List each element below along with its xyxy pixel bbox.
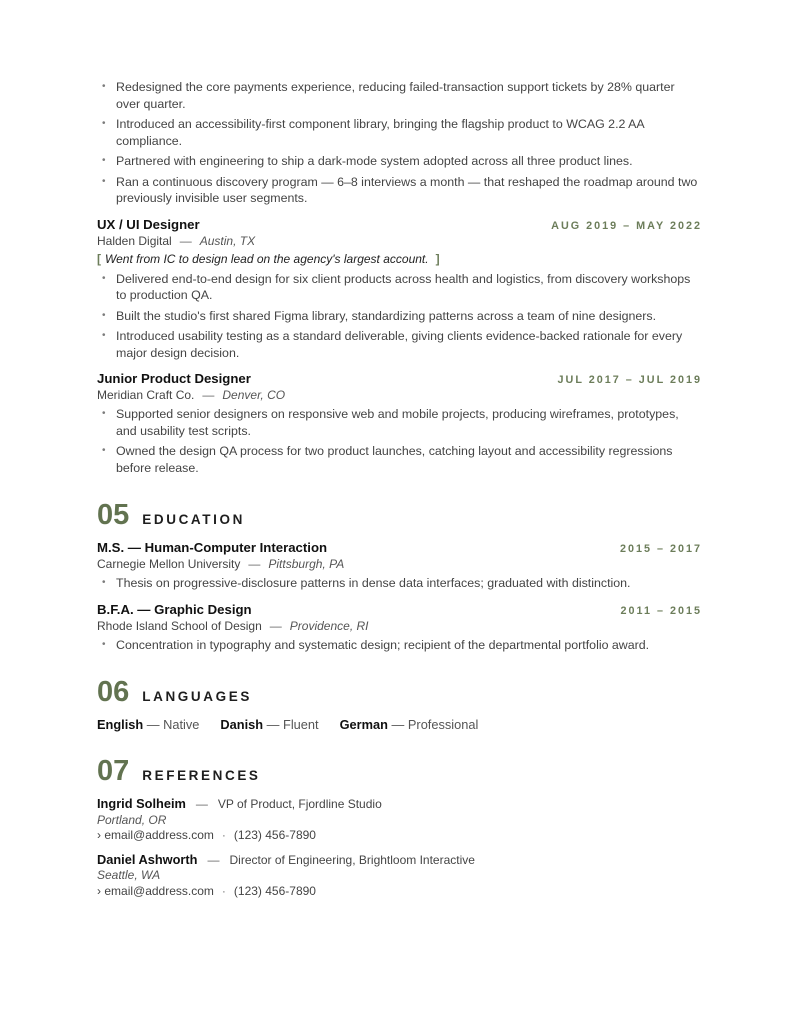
education-dates: 2011 – 2015 xyxy=(620,604,702,617)
education-section-header xyxy=(97,498,702,532)
bullet-icon: • xyxy=(102,330,106,341)
reference-name: Ingrid Solheim xyxy=(97,796,186,811)
company-name: Meridian Craft Co. xyxy=(97,388,195,402)
education-dates: 2015 – 2017 xyxy=(619,543,702,555)
bullet-icon: • xyxy=(102,81,106,92)
bullet-item: • Partnered with engineering to ship a dark-mode system adopted across all three product lines. xyxy=(102,154,633,168)
bullet-item: • Thesis on progressive-disclosure patterns in dense data interfaces; graduated with distinction. xyxy=(102,576,631,590)
school-location: Pittsburgh, PA xyxy=(268,557,345,571)
bullet-item: • Built the studio's first shared Figma library, standardizing patterns across a team of nine designers. xyxy=(102,308,657,323)
chevron-right-icon: › xyxy=(97,883,101,898)
bullet-icon: • xyxy=(102,577,106,588)
school-name: Carnegie Mellon University xyxy=(97,557,241,571)
open-bracket-icon: [ xyxy=(97,251,101,266)
job-location: Austin, TX xyxy=(199,233,256,248)
section-number: 06 xyxy=(97,676,130,708)
resume-page xyxy=(97,79,702,907)
reference-role: Director of Engineering, Brightloom Interactive xyxy=(229,852,475,867)
bullet-item: • Introduced an accessibility-first component library, bringing the flagship product to WCAG 2.2 AA compliance. xyxy=(102,117,645,148)
bullet-icon: • xyxy=(102,118,106,129)
bullet-item: • Supported senior designers on responsive web and mobile projects, producing wireframes, prototypes, and usability test scripts. xyxy=(102,407,679,438)
job-title: UX / UI Designer xyxy=(97,216,200,232)
school-name: Rhode Island School of Design xyxy=(97,618,262,633)
school-location: Providence, RI xyxy=(289,618,369,633)
languages-list xyxy=(97,717,702,732)
job-bullets xyxy=(97,406,702,476)
school-line: Rhode Island School of Design — Providence, RI xyxy=(97,618,369,633)
reference-location: Seattle, WA xyxy=(97,868,161,882)
section-title: LANGUAGES xyxy=(142,689,252,704)
reference-phone[interactable]: (123) 456-7890 xyxy=(233,883,316,898)
reference-location: Portland, OR xyxy=(97,812,167,827)
reference-contact: › email@address.com · (123) 456-7890 xyxy=(97,883,316,898)
section-number: 07 xyxy=(97,755,130,787)
chevron-right-icon: › xyxy=(97,828,101,842)
references-section-header xyxy=(97,754,702,788)
bullet-icon: • xyxy=(102,272,106,284)
job-entry-junior-product-designer xyxy=(97,371,702,476)
reference-entry: Ingrid Solheim — VP of Product, Fjordline Studio Portland, OR › email@address.com · (123) 456-7890 xyxy=(97,796,702,844)
close-bracket-icon: ] xyxy=(435,251,440,266)
section-number: 05 xyxy=(97,499,130,531)
company-name: Halden Digital xyxy=(97,233,172,248)
job-highlight-quote: [ Went from IC to design lead on the agency's largest account. ] xyxy=(97,251,440,266)
reference-name: Daniel Ashworth xyxy=(97,851,198,867)
bullet-icon: • xyxy=(102,155,106,166)
education-entry xyxy=(97,540,702,592)
bullet-icon: • xyxy=(102,175,106,187)
job-entry-ux-ui-designer xyxy=(97,217,702,362)
section-title: REFERENCES xyxy=(142,768,261,783)
reference-email[interactable]: email@address.com xyxy=(104,883,214,898)
reference-role: VP of Product, Fjordline Studio xyxy=(217,797,382,811)
education-entry xyxy=(97,602,702,654)
bullet-item: • Concentration in typography and systematic design; recipient of the departmental portfolio award. xyxy=(102,637,650,652)
bullet-item: • Delivered end-to-end design for six client products across health and logistics, from discovery workshops to production QA. xyxy=(102,271,691,302)
reference-contact: › email@address.com · (123) 456-7890 xyxy=(97,828,316,842)
bullet-item: • Owned the design QA process for two product launches, catching layout and accessibility regressions before release. xyxy=(102,444,673,475)
bullet-item: • Introduced usability testing as a standard deliverable, giving clients evidence-backed rationale for every major design decision. xyxy=(102,329,683,360)
language-item: English — Native xyxy=(97,717,200,732)
job-org: Meridian Craft Co. — Denver, CO xyxy=(97,388,286,402)
bullet-item: • Ran a continuous discovery program — 6–8 interviews a month — that reshaped the roadmap around two previously invisible user segments. xyxy=(102,174,698,205)
bullet-icon: • xyxy=(102,445,106,456)
language-item: German — Professional xyxy=(339,717,479,732)
job-title: Junior Product Designer xyxy=(97,371,251,386)
job-bullets xyxy=(97,271,702,362)
job-org: Halden Digital — Austin, TX xyxy=(97,233,256,248)
language-item: Danish — Fluent xyxy=(220,717,319,732)
job-dates: AUG 2019 – MAY 2022 xyxy=(551,219,702,232)
degree-title: M.S. — Human-Computer Interaction xyxy=(97,540,328,555)
bullet-item: • Redesigned the core payments experience, reducing failed-transaction support tickets by 28% quarter over quarter. xyxy=(102,80,675,111)
languages-section-header xyxy=(97,675,702,709)
reference-phone[interactable]: (123) 456-7890 xyxy=(233,828,316,842)
school-line: Carnegie Mellon University — Pittsburgh, PA xyxy=(97,557,345,571)
bullet-icon: • xyxy=(102,638,106,650)
reference-entry: Daniel Ashworth — Director of Engineering, Brightloom Interactive Seattle, WA › email@address.com · (123) 456-7890 xyxy=(97,852,702,900)
degree-title: B.F.A. — Graphic Design xyxy=(97,601,252,617)
reference-email[interactable]: email@address.com xyxy=(104,828,214,842)
job-location: Denver, CO xyxy=(222,388,286,402)
section-title: EDUCATION xyxy=(142,512,245,527)
bullet-icon: • xyxy=(102,309,106,321)
bullet-icon: • xyxy=(102,408,106,419)
previous-job-bullets xyxy=(97,79,702,207)
job-dates: JUL 2017 – JUL 2019 xyxy=(557,374,702,386)
